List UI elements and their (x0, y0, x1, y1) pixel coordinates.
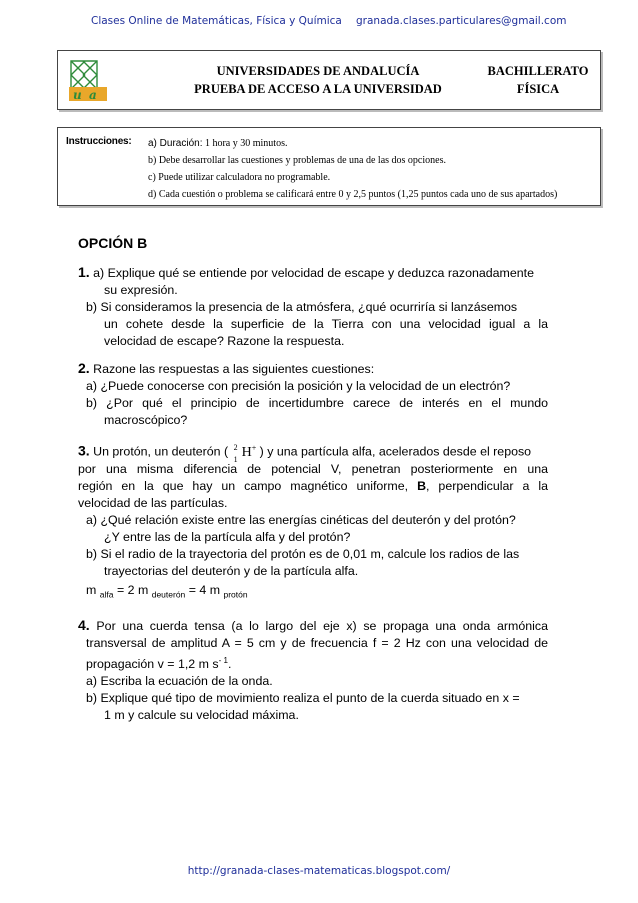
page-header (0, 15, 638, 33)
footer-link[interactable]: http://granada-clases-matematicas.blogspot.com/ (187, 865, 451, 877)
q4-a: a) Escriba la ecuación de la onda. (86, 674, 273, 689)
nuclide-charge: + (251, 443, 257, 452)
instructions-list (148, 135, 557, 203)
q4-exponent: - 1 (218, 656, 228, 666)
q1-b-line1: b) Si consideramos la presencia de la atmósfera, ¿qué ocurriría si lanzásemos (86, 300, 518, 314)
q3-a-line1: a) ¿Qué relación existe entre las energías cinéticas del deuterón y del protón? (86, 512, 516, 527)
question-3 (78, 439, 548, 603)
instruction-item: b) Debe desarrollar las cuestiones y problemas de una de las dos opciones. (148, 155, 446, 166)
q4-b-line1: b) Explique qué tipo de movimiento realiza el punto de la cuerda situado en x = (86, 691, 520, 706)
nuclide-atomic-number: 1 (233, 454, 238, 464)
svg-text:u: u (73, 88, 82, 102)
exam-content (78, 235, 548, 734)
instructions-box (57, 127, 601, 206)
q3-line1-pre: Un protón, un deuterón ( (89, 444, 232, 459)
question-number: 3. (78, 442, 90, 459)
q2-intro: Razone las respuestas a las siguientes cuestiones: (89, 362, 375, 376)
q3-line2: por una misma diferencia de potencial V, penetran posteriormente en una (78, 461, 548, 476)
q3-line1-post: ) y una partícula alfa, acelerados desde el reposo (256, 444, 532, 459)
mass-eq2: = 4 m (185, 582, 224, 597)
exam-title-box (57, 50, 601, 110)
instruction-item: d) Cada cuestión o problema se calificará entre 0 y 2,5 puntos (1,25 puntos cada uno de sus apartados) (148, 189, 558, 200)
mass-sub-proton: protón (223, 589, 248, 600)
header-left-text: Clases Online de Matemáticas, Física y Química (91, 15, 342, 27)
level-subject (476, 62, 600, 98)
q3-a-line2: ¿Y entre las de la partícula alfa y del protón? (104, 529, 351, 544)
q2-b-line1: b) ¿Por qué el principio de incertidumbre carece de interés en el mundo (86, 396, 548, 410)
mass-symbol: m (86, 582, 97, 597)
question-2 (78, 360, 548, 429)
mass-relation (78, 582, 548, 603)
mass-sub-deuteron: deuterón (151, 589, 186, 600)
exam-name: PRUEBA DE ACCESO A LA UNIVERSIDAD (194, 82, 442, 96)
q3-line3 (78, 478, 548, 495)
instruction-text: 1 hora y 30 minutos. (202, 138, 288, 149)
header-email[interactable]: granada.clases.particulares@gmail.com (356, 15, 567, 27)
question-number: 2. (78, 360, 90, 376)
instruction-item (148, 135, 557, 152)
option-title: OPCIÓN B (78, 235, 148, 251)
nuclide-mass-number: 2 (233, 442, 238, 452)
q1-b-line3: velocidad de escape? Razone la respuesta. (104, 334, 345, 348)
instructions-label: Instrucciones: (66, 136, 132, 147)
q4-line1: Por una cuerda tensa (a lo largo del eje x) se propaga una onda armónica (89, 619, 548, 634)
q3-b-line1: b) Si el radio de la trayectoria del protón es de 0,01 m, calcule los radios de las (86, 546, 520, 561)
q4-line3-post: . (227, 657, 232, 672)
q3-b-line2: trayectorias del deuterón y de la partícula alfa. (104, 563, 359, 578)
instruction-item: c) Puede utilizar calculadora no programable. (148, 172, 331, 183)
q4-line3 (78, 652, 548, 673)
university-title (168, 62, 468, 98)
subject-label: FÍSICA (516, 82, 560, 96)
mass-sub-alfa: alfa (99, 589, 114, 600)
andalucia-university-logo-icon (67, 59, 109, 103)
q1-a-line2: su expresión. (104, 283, 178, 297)
q2-b-line2: macroscópico? (104, 413, 188, 427)
instruction-prefix: a) Duración: (148, 138, 203, 149)
q1-b-line2: un cohete desde la superficie de la Tierra con una velocidad igual a la (104, 317, 548, 331)
q4-line3-pre: propagación v = 1,2 m s (86, 657, 219, 672)
mass-eq1: = 2 m (113, 582, 152, 597)
magnetic-field-symbol: B (417, 478, 427, 493)
nuclide-symbol: H (241, 444, 252, 460)
level-label: BACHILLERATO (487, 64, 589, 78)
q3-line3-pre: región en la que hay un campo magnético uniforme, (78, 478, 418, 493)
q4-b-line2: 1 m y calcule su velocidad máxima. (104, 708, 299, 723)
question-number: 1. (78, 264, 90, 280)
deuteron-nuclide (232, 442, 257, 464)
q3-line3-post: , perpendicular a la (426, 478, 548, 493)
q3-line4: velocidad de las partículas. (78, 495, 228, 510)
q1-a-line1: a) Explique qué se entiende por velocidad de escape y deduzca razonadamente (89, 266, 534, 280)
question-1 (78, 264, 548, 350)
q4-line2: transversal de amplitud A = 5 cm y de frecuencia f = 2 Hz con una velocidad de (86, 636, 548, 651)
q2-a: a) ¿Puede conocerse con precisión la posición y la velocidad de un electrón? (86, 379, 511, 393)
svg-text:a: a (89, 88, 97, 102)
university-name: UNIVERSIDADES DE ANDALUCÍA (216, 64, 420, 78)
question-4 (78, 617, 548, 724)
question-number: 4. (78, 617, 90, 634)
